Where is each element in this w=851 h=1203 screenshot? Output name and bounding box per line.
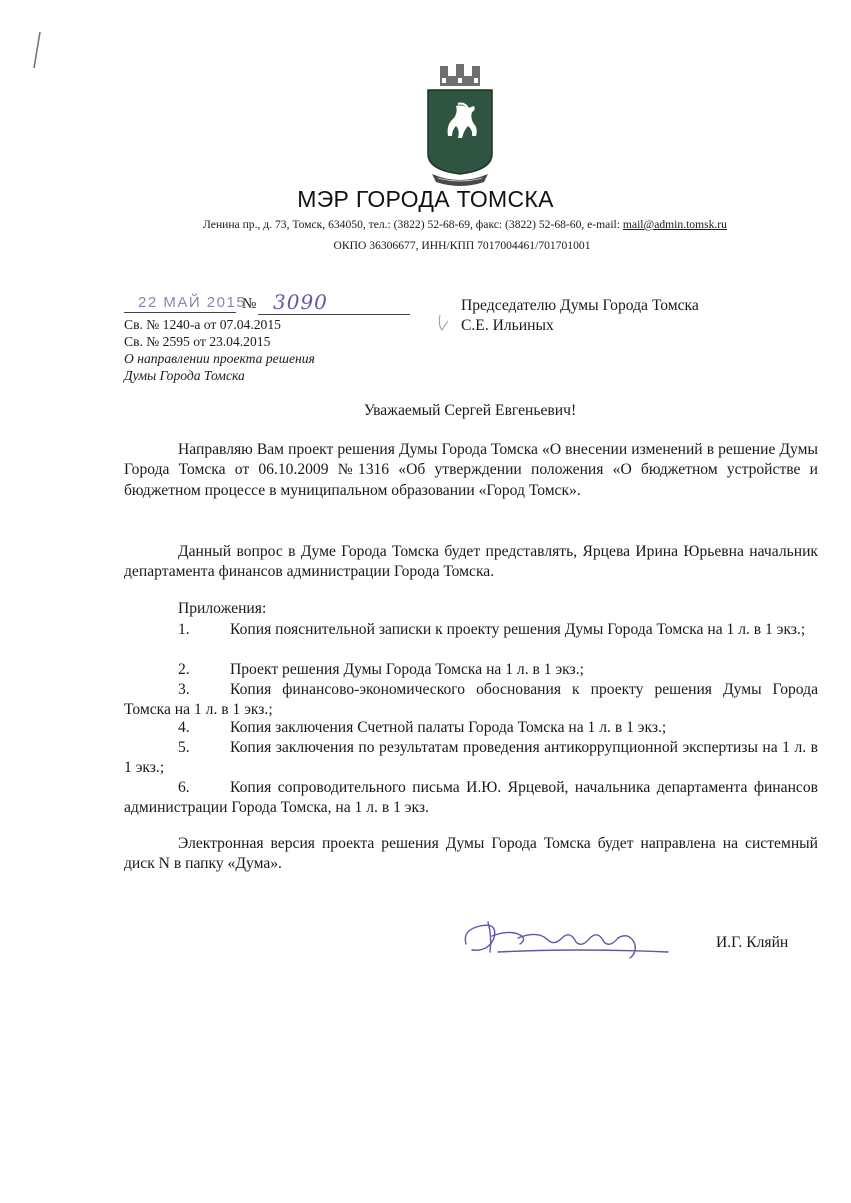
attachment-number: 5. [178,739,190,756]
attachment-item [124,738,818,779]
attachment-text: Копия заключения по результатам проведения антикоррупционной экспертизы на 1 л. в 1 экз.; [124,739,818,777]
date-stamp: 22 МАЙ 2015 [138,294,247,311]
body-paragraph: Электронная версия проекта решения Думы Города Томска будет направлена на системный диск N в папку «Дума». [124,835,818,873]
attachment-item [124,778,818,819]
attachment-number: 1. [178,621,190,638]
organization-title: МЭР ГОРОДА ТОМСКА [297,186,554,212]
reference-line: Св. № 1240-а от 07.04.2015 [124,317,281,332]
body-paragraph: Данный вопрос в Думе Города Томска будет представлять, Ярцева Ирина Юрьевна начальник департамента финансов администрации Города Томска. [124,543,818,581]
outgoing-number: 3090 [273,290,328,314]
attachment-text: Копия пояснительной записки к проекту решения Думы Города Томска на 1 л. в 1 экз.; [230,621,806,638]
signer-name: И.Г. Кляйн [716,934,789,951]
attachments-heading: Приложения: [178,600,267,617]
body-paragraph: Направляю Вам проект решения Думы Города Томска «О внесении изменений в решение Думы Города Томска от 06.10.2009 №1316 «Об утверждении положения «О бюджетном устройстве и бюджетном процессе в муниципальном образовании «Город Томск». [124,441,818,499]
attachment-number: 4. [178,719,190,736]
attachment-item [124,718,818,738]
attachment-item [124,680,818,721]
attachment-item [124,620,818,640]
subject-line: О направлении проекта решения [124,351,315,366]
attachment-text: Копия финансово-экономического обоснования к проекту решения Думы Города Томска на 1 л. в 1 экз.; [124,681,818,719]
attachment-text: Проект решения Думы Города Томска на 1 л. в 1 экз.; [230,661,584,678]
reference-line: Св. № 2595 от 23.04.2015 [124,334,271,349]
registration-codes: ОКПО 36306677, ИНН/КПП 7017004461/701701001 [333,239,591,252]
coat-of-arms-emblem [418,62,502,188]
subject-line: Думы Города Томска [124,368,245,383]
addressee-title: Председателю Думы Города Томска [461,297,699,314]
attachment-number: 6. [178,779,190,796]
attachment-number: 3. [178,681,190,698]
attachment-text: Копия сопроводительного письма И.Ю. Ярцевой, начальника департамента финансов администрации Города Томска, на 1 л. в 1 экз. [124,779,818,817]
addressee-name: С.Е. Ильиных [461,317,554,334]
number-underline [258,314,410,315]
number-label: № [242,296,257,312]
handwritten-signature [458,908,678,968]
pen-mark-icon [30,30,44,70]
email-link[interactable]: mail@admin.tomsk.ru [622,218,727,231]
attachment-number: 2. [178,661,190,678]
check-mark-icon [436,313,450,333]
date-underline [124,312,236,313]
attachment-item [124,660,818,680]
contact-address [0,218,851,231]
attachment-text: Копия заключения Счетной палаты Города Томска на 1 л. в 1 экз.; [230,719,667,736]
address-text: Ленина пр., д. 73, Томск, 634050, тел.: (3822) 52-68-69, факс: (3822) 52-68-60, e-mail: [203,218,623,231]
greeting: Уважаемый Сергей Евгеньевич! [363,402,577,419]
